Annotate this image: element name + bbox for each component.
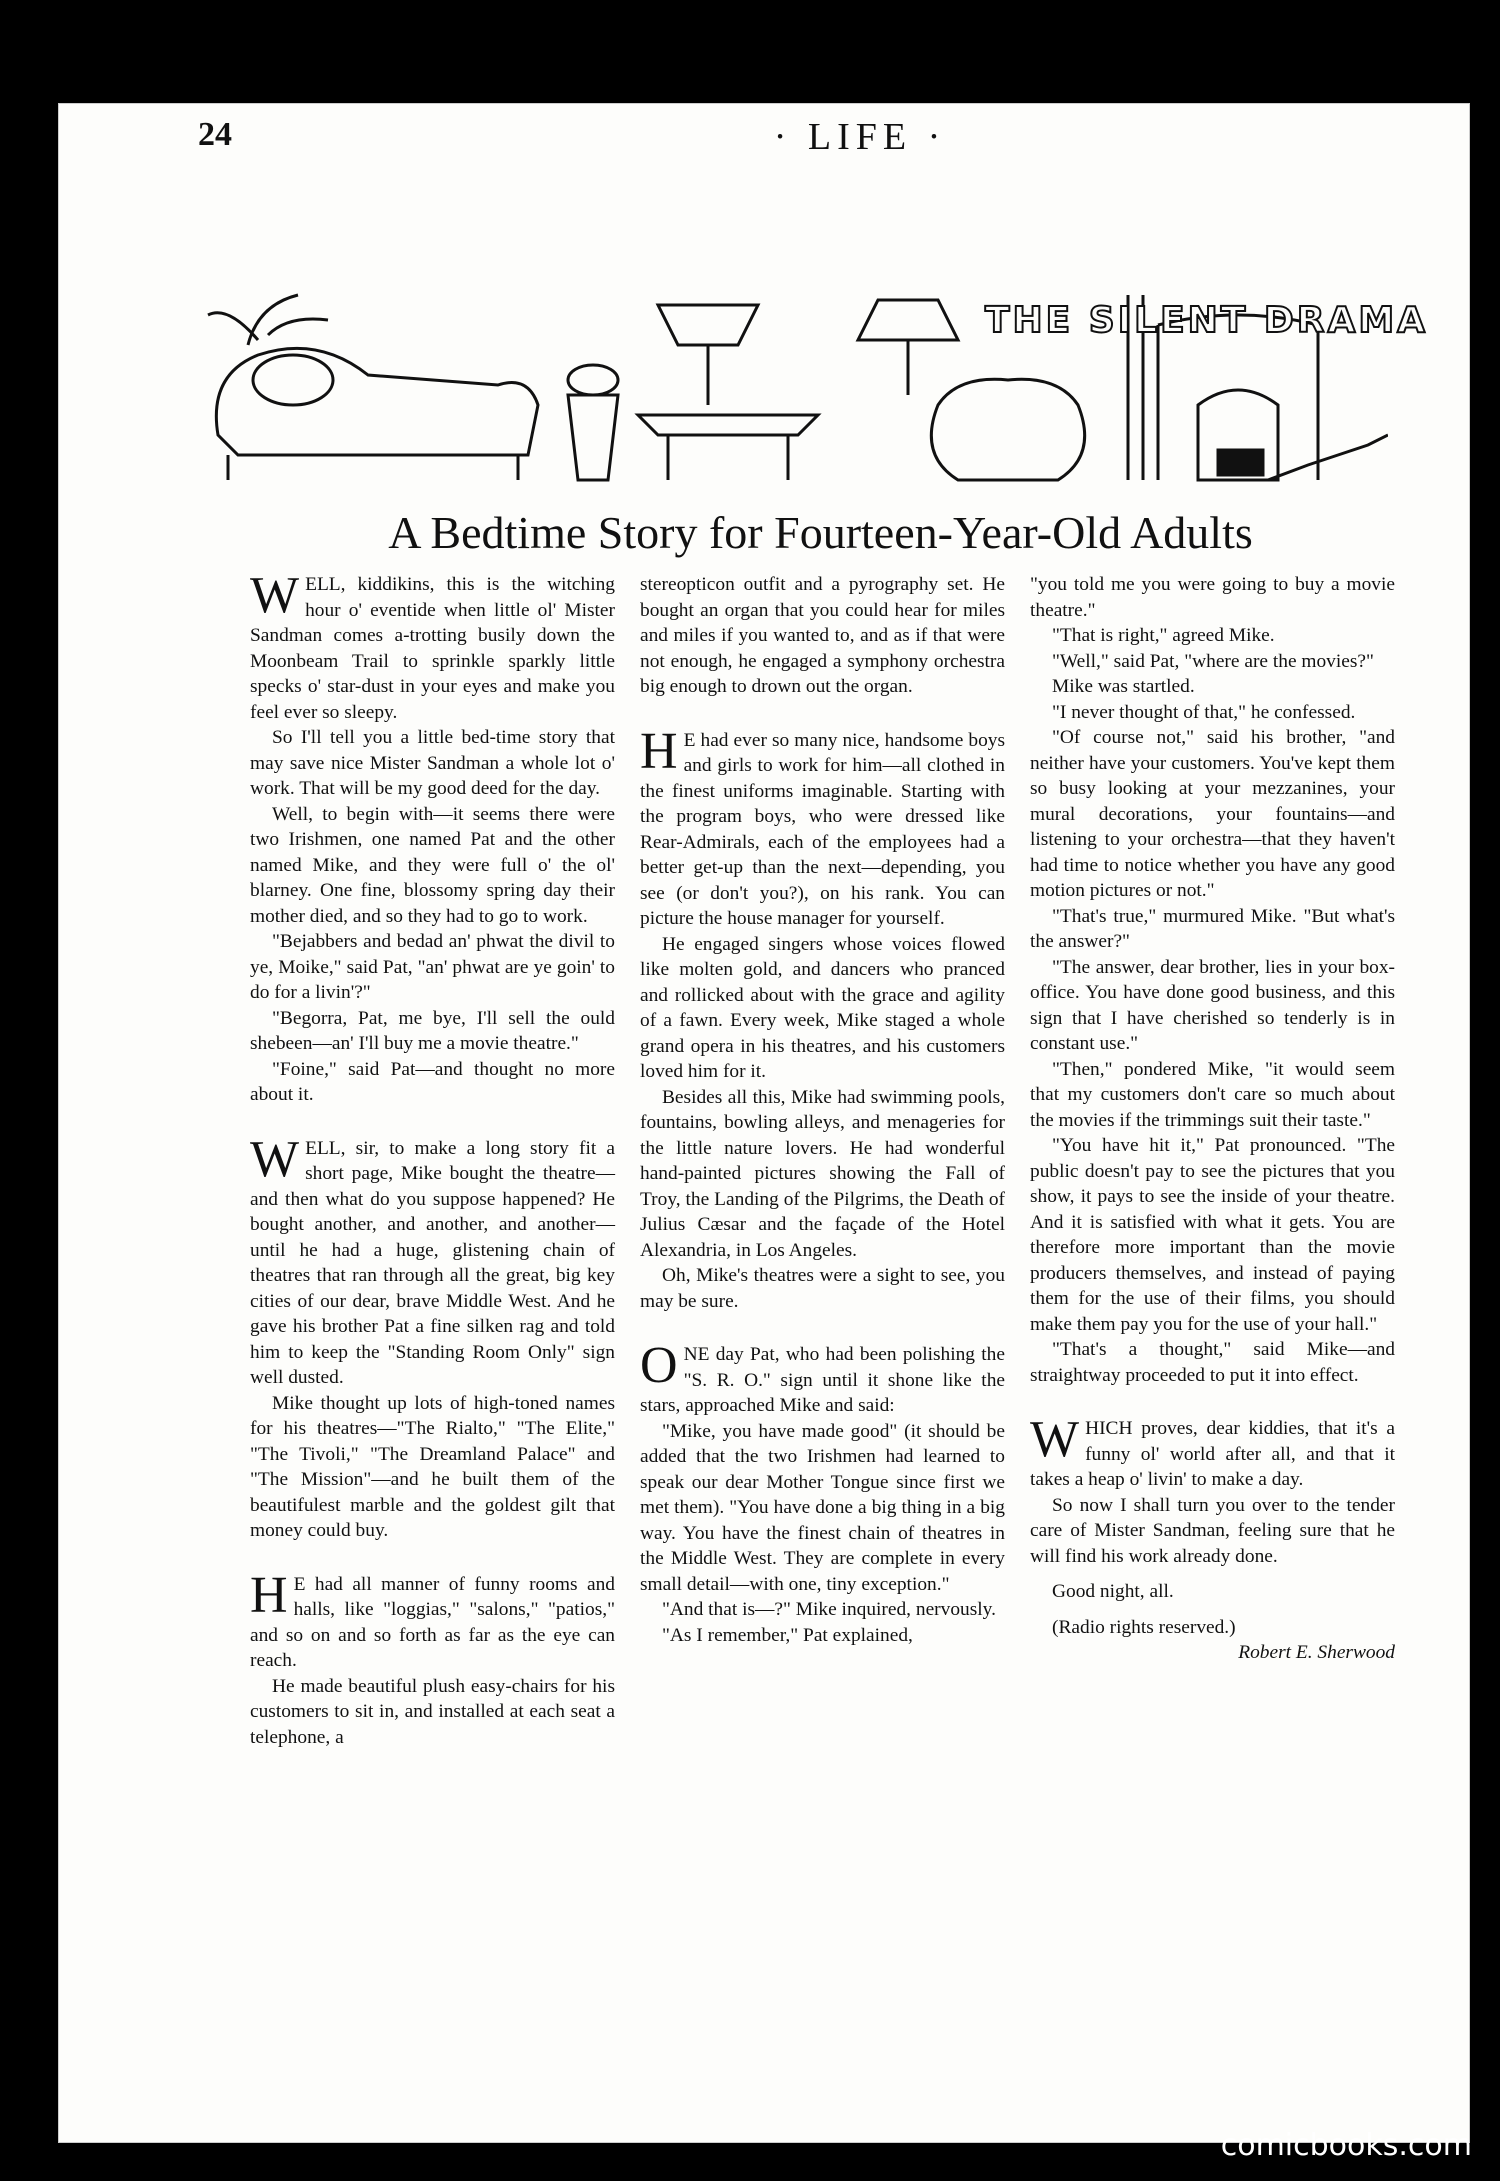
paragraph: H E had ever so many nice, handsome boys and girls to work for him—all clothed in the finest uniforms imaginable. Starting with the program boys, who were dressed like Rear-Admirals, each of the employees had a better get-up than the next—depending, you see (or don't you?), on his rank. You can picture the house manager for yourself. [640,722,1005,929]
paragraph: "Then," pondered Mike, "it would seem that my customers don't care so much about the movies if the trimmings suit their taste." [1030,1058,1395,1131]
paragraph: "And that is—?" Mike inquired, nervously. [662,1599,996,1620]
paragraph: "Well," said Pat, "where are the movies?" [1052,650,1374,672]
paragraph: Mike thought up lots of high-toned names for his theatres—"The Rialto," "The Elite," "The Tivoli," "The Dreamland Palace" and "The Mission"—and he built them of the beautifulest marble and the goldest gilt that money could buy. [250,1392,615,1541]
paragraph: "That's true," murmured Mike. "But what's the answer?" [1030,905,1395,952]
paragraph: H E had all manner of funny rooms and halls, like "loggias," "salons," "patios," and so on and so forth as far as the eye can reach. [250,1566,615,1671]
paragraph: ONE day Pat, who had been polishing the "S. R. O." sign until it shone like the stars, approached Mike and said: [640,1337,1005,1416]
paragraph: Oh, Mike's theatres were a sight to see, you may be sure. [640,1265,1005,1312]
article-column-1 [250,567,615,1750]
paragraph: "Mike, you have made good" (it should be added that the two Irishmen had learned to speak our dear Mother Tongue since first we met them). "You have done a big thing in a big way. You have the finest chain of theatres in the Middle West. They are complete in every small detail—with one, tiny exception." [640,1420,1005,1595]
paragraph: Well, to begin with—it seems there were two Irishmen, one named Pat and the other named Mike, and they were full o' the ol' blarney. One fine, blossomy spring day their mother died, and so they had to go to work. [250,803,615,927]
paragraph: WHICH proves, dear kiddies, that it's a funny ol' world after all, and that it takes a heap o' livin' to make a day. [1030,1411,1395,1490]
article-headline: A Bedtime Story for Fourteen-Year-Old Adults [388,507,1253,558]
author-signature: Robert E. Sherwood [1238,1642,1395,1663]
paragraph: So I'll tell you a little bed-time story that may save nice Mister Sandman a whole lot o' work. That will be my good deed for the day. [250,727,615,799]
paragraph: Good night, all. [1052,1581,1174,1602]
paragraph: "I never thought of that," he confessed. [1052,701,1356,723]
paragraph: He engaged singers whose voices flowed like molten gold, and dancers who pranced and rollicked about with the grace and agility of a fawn. Every week, Mike staged a whole grand opera in his theatres, and his customers loved him for it. [640,933,1005,1082]
paragraph: Besides all this, Mike had swimming pools, fountains, bowling alleys, and menageries for the little nature lovers. He had wonderful hand-painted pictures showing the Fall of Troy, the Landing of the Pilgrims, the Death of Julius Cæsar and the façade of the Hotel Alexandria, in Los Angeles. [640,1086,1005,1261]
paragraph: "You have hit it," Pat pronounced. "The public doesn't pay to see the pictures that you show, it pays to see the inside of your theatre. And it is satisfied with what it gets. You are therefore more important than the movie producers themselves, and instead of paying them for the use of their films, you should make them pay you for the use of your hall." [1030,1135,1395,1335]
paragraph: "you told me you were going to buy a movie theatre." [1030,574,1395,621]
paragraph: "Foine," said Pat—and thought no more about it. [250,1058,615,1105]
paragraph: "As I remember," Pat explained, [662,1624,913,1646]
article-column-3 [1030,572,1395,1666]
paragraph: "The answer, dear brother, lies in your box-office. You have done good business, and this sign that I have cherished so tenderly is in constant use." [1030,956,1395,1054]
paragraph: (Radio rights reserved.) [1052,1616,1236,1638]
paragraph: "Begorra, Pat, me bye, I'll sell the ould shebeen—an' I'll buy me a movie theatre." [250,1007,615,1054]
article-column-2 [640,572,1005,1648]
paragraph: stereopticon outfit and a pyrography set. He bought an organ that you could hear for miles and miles if you wanted to, and as if that were not enough, he engaged a symphony orchestra big enough to drown out the organ. [640,574,1005,697]
paragraph: So now I shall turn you over to the tender care of Mister Sandman, feeling sure that he will find his work already done. [1030,1494,1395,1567]
page-number: 24 [198,116,232,153]
paragraph: WELL, kiddikins, this is the witching hour o' eventide when little ol' Mister Sandman comes a-trotting busily down the Moonbeam Trail to sprinkle sparkly little specks o' star-dust in your eyes and make you feel ever so sleepy. [250,567,615,723]
paragraph: WELL, sir, to make a long story fit a short page, Mike bought the theatre—and then what do you suppose happened? He bought another, and another, and another—until he had a huge, glistening chain of theatres that ran through all the great, big key cities of our dear, brave Middle West. And he gave his brother Pat a fine silken rag and told him to keep the "Standing Room Only" sign well dusted. [250,1130,615,1388]
magazine-title: · LIFE · [773,116,947,158]
paragraph: Mike was startled. [1052,676,1195,697]
paragraph: "Of course not," said his brother, "and neither have your customers. You've kept them so busy looking at your mezzanines, your mural decorations, your fountains—and listening to your orchestra—that they haven't had time to notice whether you have any good motion pictures or not." [1030,727,1395,901]
paragraph: He made beautiful plush easy-chairs for his customers to sit in, and installed at each seat a telephone, a [250,1675,615,1748]
watermark: comicbooks.com [1220,2128,1472,2163]
paragraph: "That's a thought," said Mike—and straightway proceeded to put it into effect. [1030,1339,1395,1386]
banner-title: THE SILENT DRAMA [985,300,1429,341]
paragraph: "Bejabbers and bedad an' phwat the divil to ye, Moike," said Pat, "an' phwat are ye goin' to do for a livin'?" [250,931,615,1003]
paragraph: "That is right," agreed Mike. [1052,625,1275,646]
